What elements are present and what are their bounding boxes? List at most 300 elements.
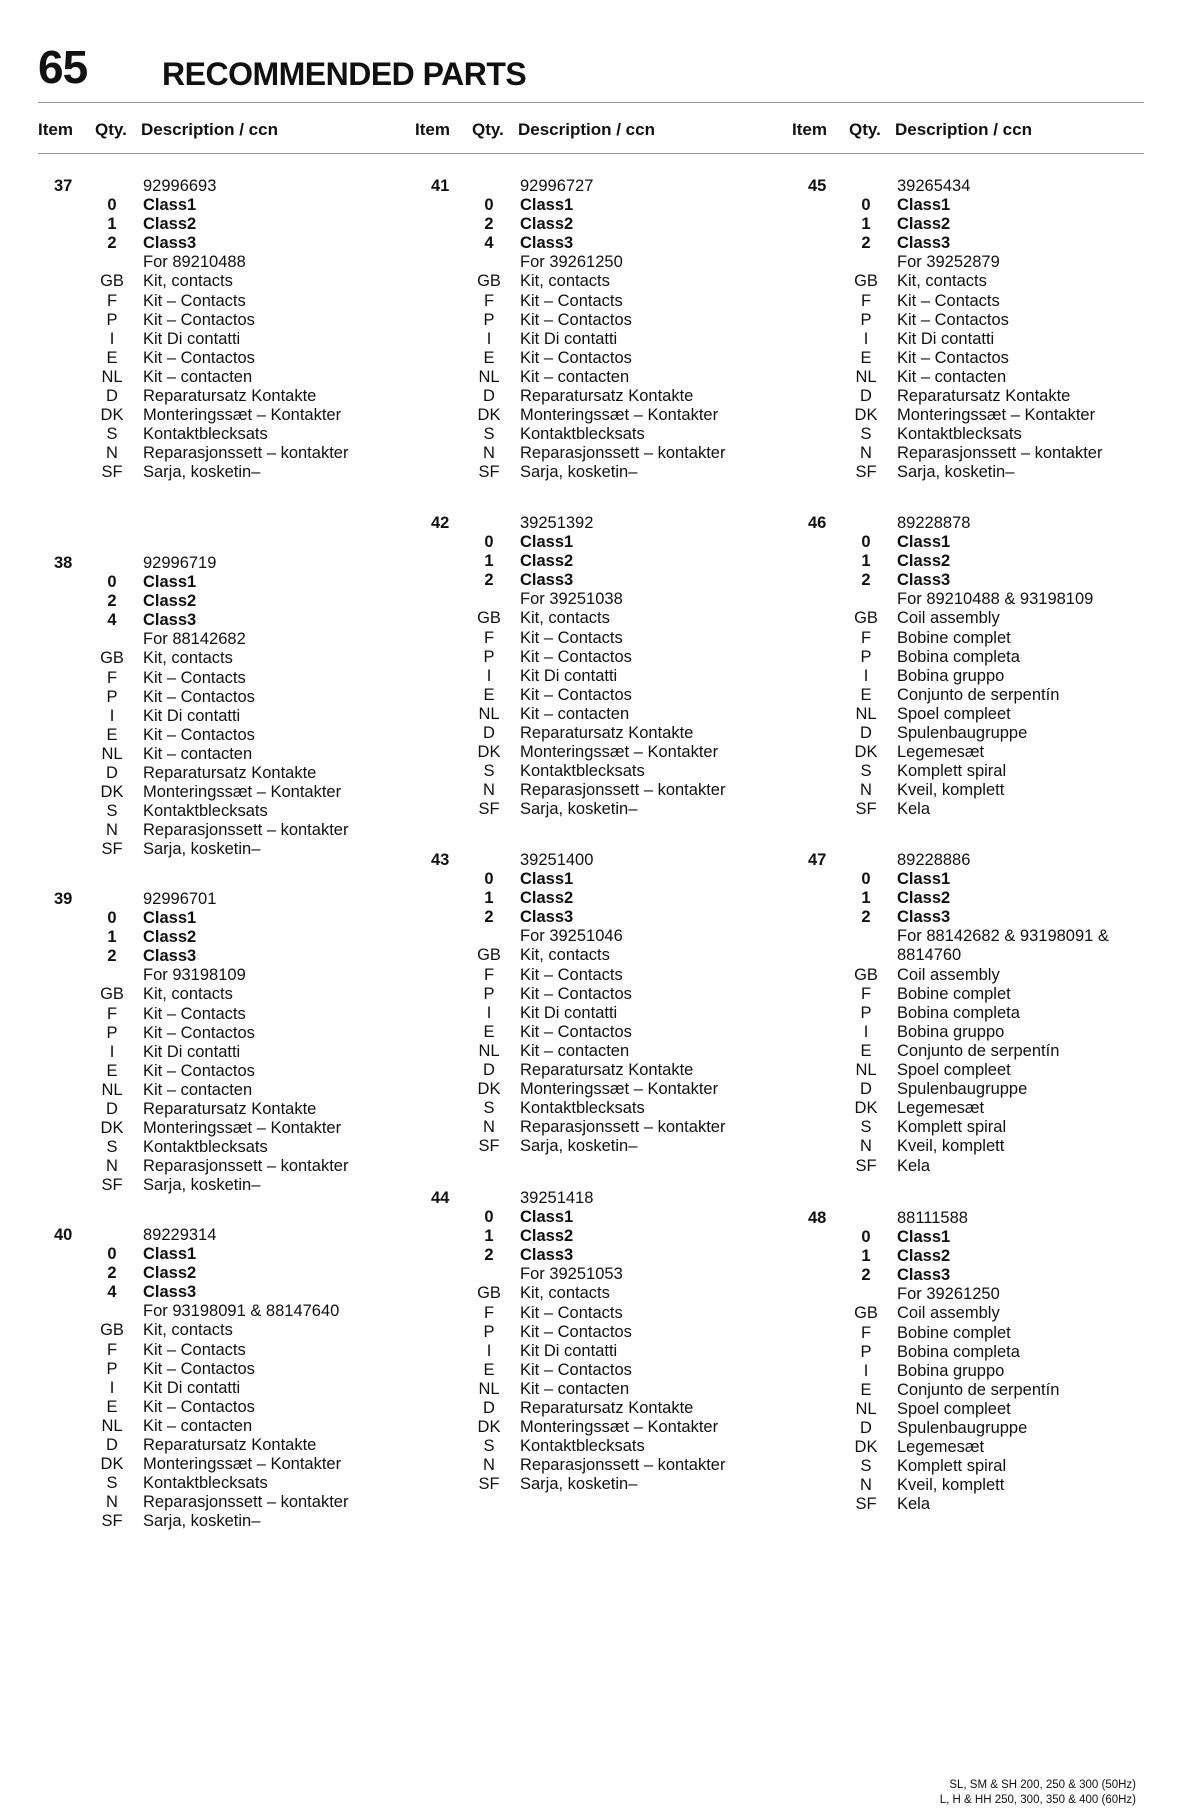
translation-text: Reparatursatz Kontakte [520,1399,694,1418]
part-row [792,444,1167,463]
part-row [415,387,790,406]
language-code: NL [855,704,877,723]
translation-text: Kit – Contactos [520,310,632,329]
part-block [792,851,1167,1176]
language-code: F [483,628,495,647]
part-row [792,1247,1167,1266]
translation-text: Kit – contacten [143,744,253,763]
translation-text: Bobina gruppo [897,1361,1005,1380]
translation-text: Kit, contacts [143,985,233,1004]
translation-text: Kit, contacts [143,649,233,668]
class-label: Class2 [143,928,197,947]
part-row [415,889,790,908]
language-code: I [486,666,492,685]
translation-text: Monteringssæt – Kontakter [143,1455,342,1474]
part-row [415,1456,790,1475]
language-code: P [860,310,872,329]
class-label: Class1 [143,196,197,215]
part-row [38,745,413,764]
translation-text: Kit – Contactos [897,310,1009,329]
language-code: I [109,706,115,725]
part-row [415,330,790,349]
part-block [415,514,790,820]
translation-text: Kveil, komplett [897,1137,1005,1156]
part-row [415,1061,790,1080]
part-row [792,1438,1167,1457]
class-label: Class1 [897,1228,951,1247]
for-reference: For 93198091 & 88147640 [143,1302,340,1321]
part-ccn: 89229314 [143,1226,217,1244]
part-row [38,890,413,909]
part-row [415,966,790,985]
class-label: Class2 [520,552,574,571]
item-number: 42 [431,514,450,532]
language-code: SF [855,463,877,482]
translation-text: Reparatursatz Kontakte [143,387,317,406]
translation-text: Kit Di contatti [520,1003,618,1022]
column-header-3 [792,120,1167,140]
part-row [792,1400,1167,1419]
translation-text: Kit – contacten [520,367,630,386]
for-reference: For 39251053 [520,1265,623,1284]
class-label: Class3 [897,908,951,927]
class-qty: 0 [484,1208,494,1227]
language-code: NL [855,367,877,386]
part-row [792,667,1167,686]
class-label: Class2 [520,1227,574,1246]
item-number: 39 [54,890,73,908]
class-label: Class1 [897,870,951,889]
language-code: I [109,1042,115,1061]
language-code: S [860,1118,872,1137]
part-ccn: 39251400 [520,851,594,869]
translation-text: Kit – Contactos [143,1023,255,1042]
language-code: I [863,666,869,685]
part-block [415,851,790,1157]
part-row [38,1100,413,1119]
part-row [792,253,1167,272]
class-qty: 2 [107,234,117,253]
translation-text: Kit – Contactos [520,1360,632,1379]
part-block [415,177,790,483]
translation-text: Kit – Contactos [520,1022,632,1041]
part-row [415,444,790,463]
title-rule [38,102,1144,103]
class-label: Class1 [520,533,574,552]
translation-text: Monteringssæt – Kontakter [143,783,342,802]
translation-text: Monteringssæt – Kontakter [520,743,719,762]
language-code: E [483,1022,495,1041]
translation-text: Kit, contacts [520,609,610,628]
for-reference: For 39252879 [897,253,1000,272]
language-code: GB [854,609,878,628]
part-row [415,762,790,781]
header-description: Description / ccn [141,120,278,139]
translation-text: Kit – Contactos [143,1397,255,1416]
translation-text: Spulenbaugruppe [897,724,1028,743]
part-row [792,1285,1167,1304]
language-code: F [106,668,118,687]
language-code: I [486,1341,492,1360]
for-reference: For 89210488 & 93198109 [897,590,1094,609]
class-qty: 1 [861,889,871,908]
language-code: E [483,685,495,704]
translation-text: Reparatursatz Kontakte [143,764,317,783]
language-code: P [483,1322,495,1341]
part-row [38,1302,413,1321]
language-code: GB [477,272,501,291]
part-row [415,1042,790,1061]
language-code: E [106,725,118,744]
language-code: DK [100,1119,124,1138]
translation-text: Kit – Contactos [143,310,255,329]
part-row [38,1264,413,1283]
part-row [415,908,790,927]
translation-text: Sarja, kosketin– [143,840,261,859]
part-row [792,908,1167,927]
class-label: Class1 [520,196,574,215]
part-row [38,1360,413,1379]
class-qty: 2 [861,908,871,927]
part-row [38,177,413,196]
language-code: D [483,1399,495,1418]
translation-text: Sarja, kosketin– [520,1137,638,1156]
language-code: DK [100,1455,124,1474]
part-row [415,1418,790,1437]
item-number: 48 [808,1209,827,1227]
part-row [792,1023,1167,1042]
part-row [792,1080,1167,1099]
class-label: Class1 [897,196,951,215]
part-row [792,330,1167,349]
part-row [415,1118,790,1137]
language-code: NL [101,1416,123,1435]
language-code: SF [478,1137,500,1156]
language-code: GB [100,1321,124,1340]
class-qty: 1 [484,1227,494,1246]
language-code: E [860,348,872,367]
language-code: D [483,1061,495,1080]
language-code: P [860,647,872,666]
translation-text: Coil assembly [897,965,1000,984]
for-reference-cont: 8814760 [897,946,962,965]
language-code: NL [478,367,500,386]
for-reference: For 93198109 [143,966,246,985]
language-code: S [483,425,495,444]
translation-text: Legemesæt [897,1438,985,1457]
part-row [38,1474,413,1493]
translation-text: Reparatursatz Kontakte [897,387,1071,406]
part-row [38,966,413,985]
part-row [792,1304,1167,1323]
part-row [38,985,413,1004]
translation-text: Kit Di contatti [143,329,241,348]
part-row [792,590,1167,609]
translation-text: Conjunto de serpentín [897,685,1060,704]
part-row [415,292,790,311]
part-row [415,985,790,1004]
part-row [38,840,413,859]
part-row [415,234,790,253]
language-code: D [106,387,118,406]
item-number: 40 [54,1226,73,1244]
translation-text: Kit – contacten [143,1080,253,1099]
language-code: DK [854,1438,878,1457]
translation-text: Kit, contacts [520,272,610,291]
language-code: F [483,965,495,984]
language-code: GB [854,272,878,291]
language-code: N [106,444,118,463]
part-row [792,927,1167,946]
translation-text: Kit Di contatti [143,1378,241,1397]
part-row [415,667,790,686]
language-code: I [863,329,869,348]
part-row [792,1042,1167,1061]
part-row [415,1361,790,1380]
part-row [792,985,1167,1004]
translation-text: Sarja, kosketin– [143,463,261,482]
translation-text: Kit – contacten [897,367,1007,386]
part-row [38,1005,413,1024]
part-row [792,1228,1167,1247]
footer-line-2: L, H & HH 250, 300, 350 & 400 (60Hz) [939,1794,1136,1806]
part-row [38,611,413,630]
language-code: N [483,1118,495,1137]
class-qty: 2 [484,215,494,234]
language-code: DK [854,406,878,425]
class-qty: 2 [484,908,494,927]
translation-text: Bobina completa [897,647,1020,666]
class-label: Class2 [143,1264,197,1283]
column-header-1 [38,120,413,140]
language-code: F [860,1323,872,1342]
part-row [415,870,790,889]
header-item: Item [792,120,827,139]
language-code: NL [478,1379,500,1398]
class-label: Class3 [143,234,197,253]
part-row [792,946,1167,965]
translation-text: Reparasjonssett – kontakter [897,444,1103,463]
translation-text: Reparasjonssett – kontakter [520,781,726,800]
for-reference: For 89210488 [143,253,246,272]
language-code: D [860,724,872,743]
part-row [792,1118,1167,1137]
language-code: S [483,762,495,781]
language-code: DK [100,783,124,802]
language-code: GB [854,965,878,984]
item-number: 43 [431,851,450,869]
part-row [792,215,1167,234]
translation-text: Kit Di contatti [897,329,995,348]
translation-text: Bobine complet [897,1323,1011,1342]
language-code: NL [101,367,123,386]
translation-text: Monteringssæt – Kontakter [143,1119,342,1138]
language-code: SF [101,1176,123,1195]
class-qty: 4 [107,1283,117,1302]
part-row [792,292,1167,311]
language-code: F [860,984,872,1003]
part-row [792,966,1167,985]
class-qty: 2 [861,1266,871,1285]
part-row [792,272,1167,291]
translation-text: Reparatursatz Kontakte [520,1061,694,1080]
part-row [415,1080,790,1099]
language-code: D [106,764,118,783]
part-row [38,909,413,928]
translation-text: Kit Di contatti [520,1341,618,1360]
part-row [415,1099,790,1118]
class-label: Class2 [897,552,951,571]
part-row [38,802,413,821]
item-number: 41 [431,177,450,195]
header-description: Description / ccn [518,120,655,139]
language-code: P [106,687,118,706]
part-row [415,1323,790,1342]
class-label: Class3 [143,1283,197,1302]
footer [940,1778,1136,1808]
translation-text: Reparasjonssett – kontakter [143,444,349,463]
language-code: E [106,1061,118,1080]
class-qty: 4 [107,611,117,630]
part-row [415,272,790,291]
translation-text: Kit – Contactos [143,1061,255,1080]
language-code: E [483,1360,495,1379]
part-row [38,387,413,406]
part-row [792,705,1167,724]
translation-text: Kit – Contactos [897,348,1009,367]
language-code: DK [477,1080,501,1099]
translation-text: Kontaktblecksats [143,802,268,821]
class-label: Class2 [520,889,574,908]
language-code: NL [101,744,123,763]
part-row [415,927,790,946]
class-qty: 2 [861,234,871,253]
translation-text: Komplett spiral [897,1457,1007,1476]
translation-text: Kit Di contatti [143,1042,241,1061]
part-row [415,1437,790,1456]
translation-text: Kit Di contatti [143,706,241,725]
translation-text: Kit – Contactos [520,647,632,666]
for-reference: For 39251038 [520,590,623,609]
class-qty: 0 [484,196,494,215]
part-row [415,1304,790,1323]
part-row [38,406,413,425]
class-qty: 0 [107,573,117,592]
part-row [792,533,1167,552]
translation-text: Reparasjonssett – kontakter [520,1118,726,1137]
footer-line-1: SL, SM & SH 200, 250 & 300 (50Hz) [949,1779,1136,1791]
part-row [792,1495,1167,1514]
part-row [792,1004,1167,1023]
part-row [38,649,413,668]
class-label: Class3 [143,947,197,966]
language-code: SF [478,1475,500,1494]
part-row [415,1227,790,1246]
class-label: Class3 [897,1266,951,1285]
class-qty: 0 [861,533,871,552]
translation-text: Kit – Contacts [520,291,623,310]
translation-text: Monteringssæt – Kontakter [520,1080,719,1099]
language-code: GB [477,1284,501,1303]
language-code: DK [477,743,501,762]
translation-text: Reparatursatz Kontakte [520,387,694,406]
part-row [38,947,413,966]
part-block [38,890,413,1196]
translation-text: Kit Di contatti [520,666,618,685]
header-qty: Qty. [95,120,127,139]
language-code: NL [478,704,500,723]
language-code: S [860,425,872,444]
language-code: DK [100,406,124,425]
class-qty: 2 [484,1246,494,1265]
part-row [792,425,1167,444]
translation-text: Sarja, kosketin– [143,1176,261,1195]
language-code: D [860,1419,872,1438]
language-code: GB [477,946,501,965]
part-ccn: 92996727 [520,177,594,195]
part-block [38,554,413,860]
for-reference: For 39251046 [520,927,623,946]
part-row [792,686,1167,705]
class-label: Class1 [897,533,951,552]
part-row [415,514,790,533]
part-row [38,1398,413,1417]
language-code: I [486,1003,492,1022]
part-row [38,1436,413,1455]
part-row [415,349,790,368]
part-row [792,177,1167,196]
translation-text: Kit – Contacts [520,965,623,984]
part-row [792,571,1167,590]
language-code: P [106,1359,118,1378]
part-row [38,1455,413,1474]
translation-text: Kit, contacts [143,272,233,291]
language-code: S [106,425,118,444]
part-row [415,368,790,387]
part-row [792,311,1167,330]
translation-text: Reparasjonssett – kontakter [143,821,349,840]
language-code: S [483,1437,495,1456]
language-code: NL [855,1399,877,1418]
for-reference: For 39261250 [520,253,623,272]
translation-text: Kit – Contacts [143,668,246,687]
translation-text: Kit – contacten [143,367,253,386]
part-row [38,1043,413,1062]
part-row [792,463,1167,482]
part-row [38,292,413,311]
language-code: E [106,1397,118,1416]
language-code: I [109,1378,115,1397]
translation-text: Legemesæt [897,743,985,762]
part-block [792,1209,1167,1515]
translation-text: Kit, contacts [520,1284,610,1303]
part-row [415,215,790,234]
part-ccn: 89228878 [897,514,971,532]
part-row [792,1381,1167,1400]
page-number: 65 [38,41,88,93]
item-number: 47 [808,851,827,869]
part-row [38,1024,413,1043]
part-row [38,669,413,688]
language-code: D [483,724,495,743]
language-code: D [106,1100,118,1119]
language-code: P [106,310,118,329]
part-row [792,800,1167,819]
translation-text: Reparasjonssett – kontakter [143,1157,349,1176]
part-row [792,1324,1167,1343]
translation-text: Kit – Contacts [143,291,246,310]
part-row [792,406,1167,425]
